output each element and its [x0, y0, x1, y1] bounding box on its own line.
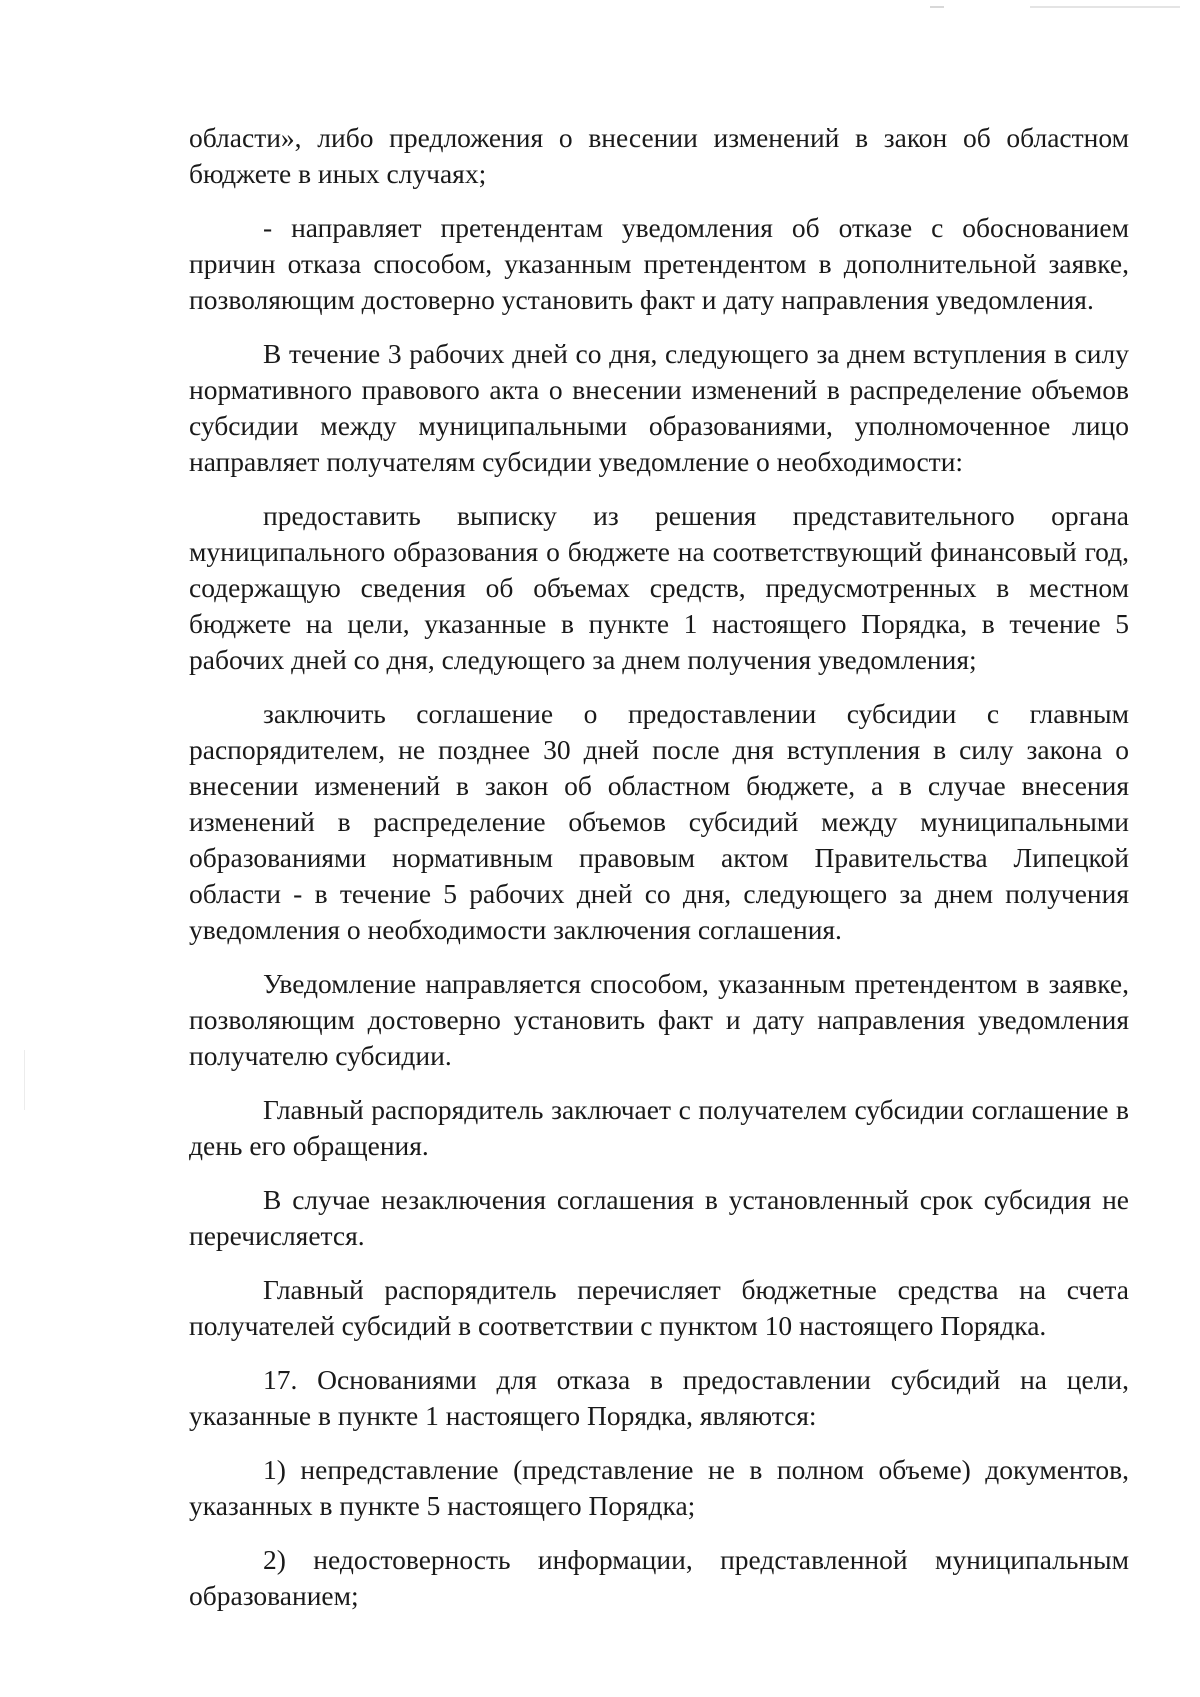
- paragraph: области», либо предложения о внесении изменений в закон об областном бюджете в иных случаях;: [189, 122, 1129, 189]
- paragraph: В случае незаключения соглашения в установленный срок субсидия не перечисляется.: [189, 1184, 1129, 1251]
- paragraph: 1) непредставление (представление не в полном объеме) документов, указанных в пункте 5 настоящего Порядка;: [189, 1454, 1129, 1521]
- paragraph: Главный распорядитель перечисляет бюджетные средства на счета получателей субсидий в соответствии с пунктом 10 настоящего Порядка.: [189, 1274, 1129, 1341]
- document-page: [189, 120, 1129, 1632]
- paragraph: - направляет претендентам уведомления об отказе с обоснованием причин отказа способом, указанным претендентом в дополнительной заявке, позволяющим достоверно установить факт и дату направления уведомления.: [189, 212, 1129, 315]
- scan-artifact: [1030, 6, 1180, 8]
- paragraph: 2) недостоверность информации, представленной муниципальным образованием;: [189, 1544, 1129, 1611]
- paragraph: заключить соглашение о предоставлении субсидии с главным распорядителем, не позднее 30 дней после дня вступления в силу закона о внесении изменений в закон об областном бюджете, а в случае внесения изменений в распределение объемов субсидий между муниципальными образованиями нормативным правовым актом Правительства Липецкой области - в течение 5 рабочих дней со дня, следующего за днем получения уведомления о необходимости заключения соглашения.: [189, 698, 1129, 945]
- paragraph: Уведомление направляется способом, указанным претендентом в заявке, позволяющим достоверно установить факт и дату направления уведомления получателю субсидии.: [189, 968, 1129, 1071]
- paragraph: Главный распорядитель заключает с получателем субсидии соглашение в день его обращения.: [189, 1094, 1129, 1161]
- scan-artifact: [24, 1050, 25, 1110]
- scan-artifact: [930, 6, 944, 8]
- paragraph: В течение 3 рабочих дней со дня, следующего за днем вступления в силу нормативного правового акта о внесении изменений в распределение объемов субсидии между муниципальными образованиями, уполномоченное лицо направляет получателям субсидии уведомление о необходимости:: [189, 338, 1129, 477]
- paragraph: предоставить выписку из решения представительного органа муниципального образования о бюджете на соответствующий финансовый год, содержащую сведения об объемах средств, предусмотренных в местном бюджете на цели, указанные в пункте 1 настоящего Порядка, в течение 5 рабочих дней со дня, следующего за днем получения уведомления;: [189, 500, 1129, 675]
- paragraph: 17. Основаниями для отказа в предоставлении субсидий на цели, указанные в пункте 1 настоящего Порядка, являются:: [189, 1364, 1129, 1431]
